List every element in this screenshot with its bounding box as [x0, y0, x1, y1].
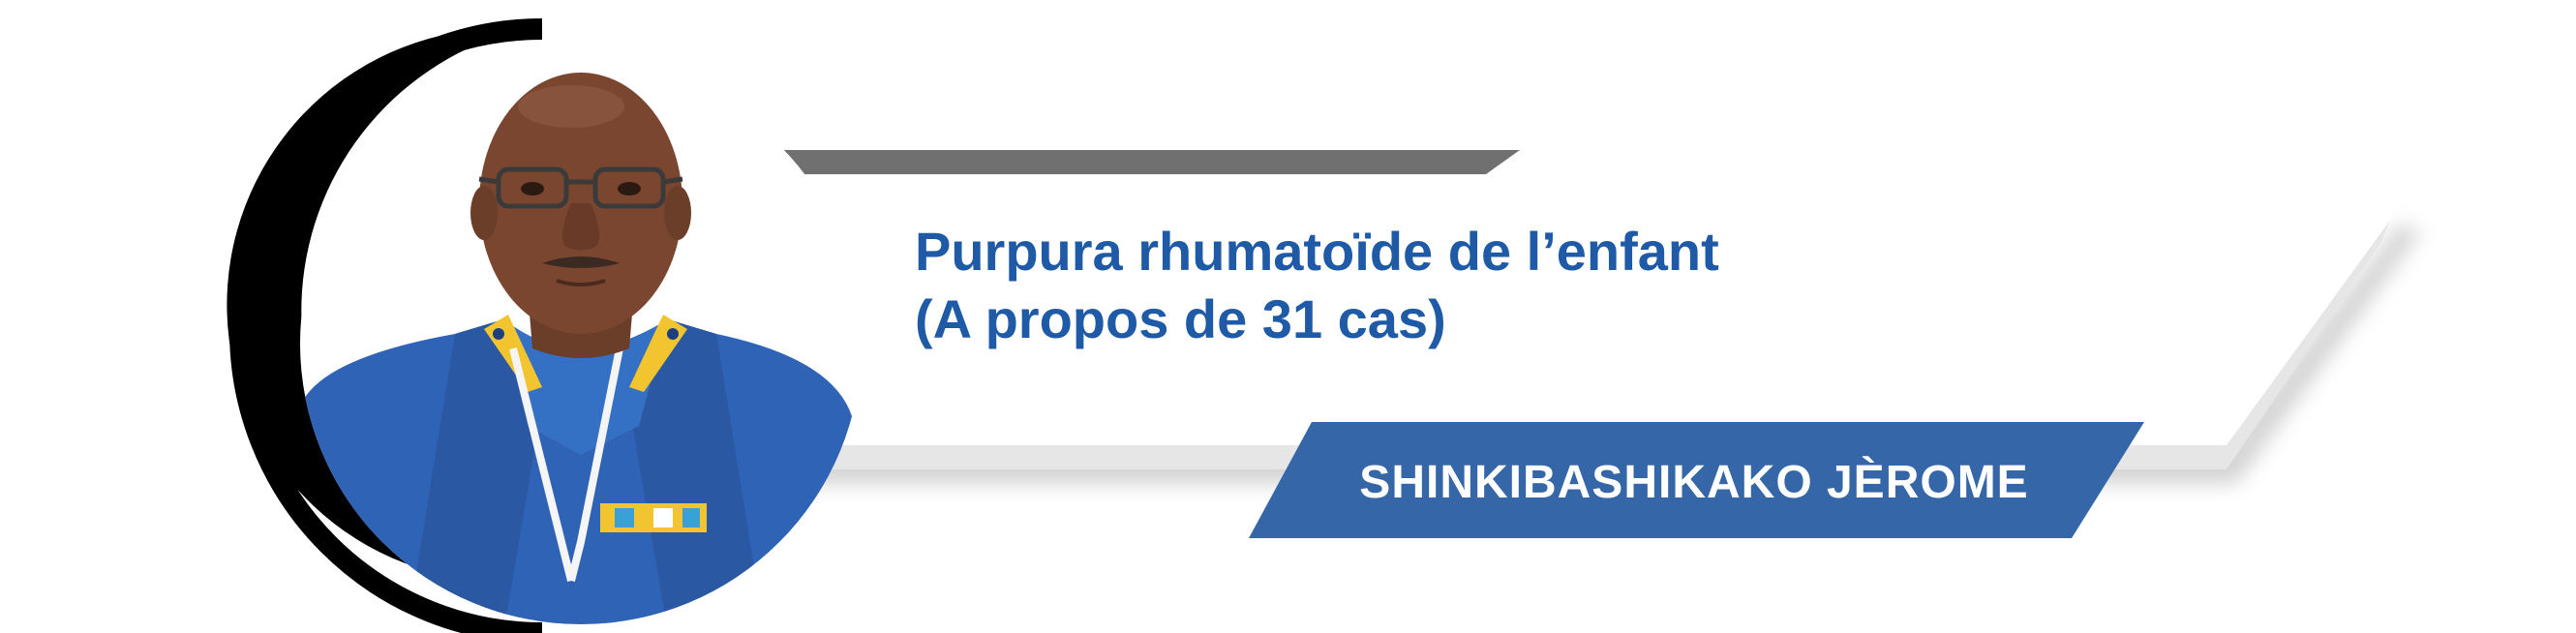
author-name: SHINKIBASHIKAKO JÈROME	[1359, 456, 2029, 508]
presentation-title	[915, 218, 2076, 353]
title-line-2: (A propos de 31 cas)	[915, 288, 1446, 349]
title-line-1: Purpura rhumatoïde de l’enfant	[915, 221, 1719, 282]
top-accent-bar	[784, 150, 1520, 174]
